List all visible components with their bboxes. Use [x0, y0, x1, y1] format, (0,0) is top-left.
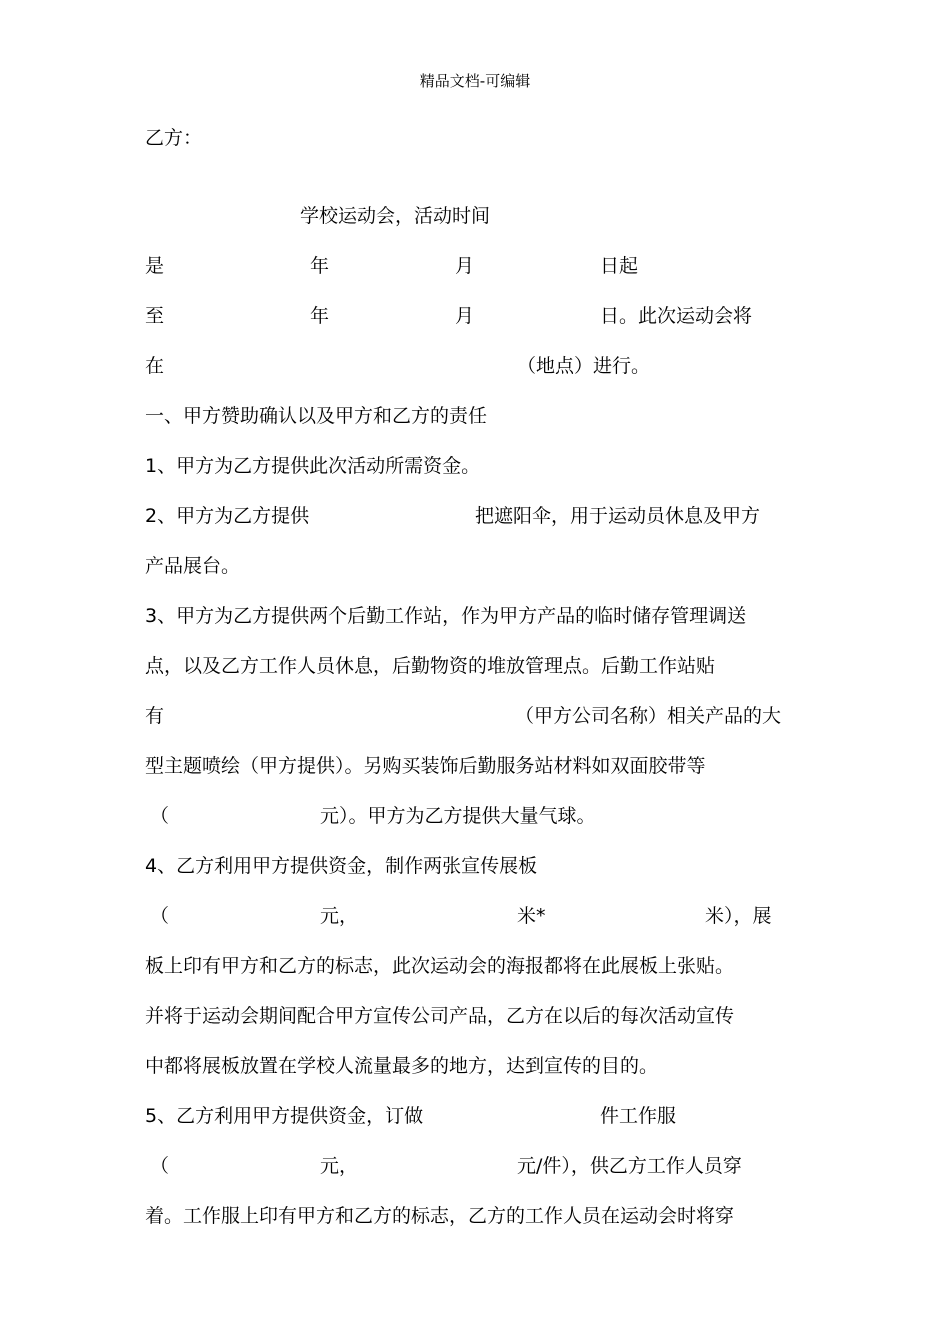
item5-l1b: 件工作服 [600, 1105, 677, 1127]
item3-l2: 点，以及乙方工作人员休息，后勤物资的堆放管理点。后勤工作站贴 [145, 655, 716, 677]
date-from-day: 日起 [600, 255, 639, 277]
item5-l1a: 5、乙方利用甲方提供资金，订做 [145, 1105, 424, 1127]
item5-l2b: 元， [320, 1155, 359, 1177]
item2-a: 2、甲方为乙方提供 [145, 505, 310, 527]
item5-l2c: 元/件），供乙方工作人员穿 [517, 1155, 742, 1177]
item3-l1: 3、甲方为乙方提供两个后勤工作站，作为甲方产品的临时储存管理调送 [145, 605, 747, 627]
item4-l2a: （ [150, 905, 170, 927]
item5-l2a: （ [150, 1155, 170, 1177]
item4-l5: 中都将展板放置在学校人流量最多的地方，达到宣传的目的。 [145, 1055, 659, 1077]
date-to-month: 月 [455, 305, 475, 327]
item5-l3: 着。工作服上印有甲方和乙方的标志，乙方的工作人员在运动会时将穿 [145, 1205, 735, 1227]
date-from-month: 月 [455, 255, 475, 277]
location-prefix: 在 [145, 355, 165, 377]
item4-l4: 并将于运动会期间配合甲方宣传公司产品，乙方在以后的每次活动宣传 [145, 1005, 735, 1027]
item3-l4: 型主题喷绘（甲方提供）。另购买装饰后勤服务站材料如双面胶带等 [145, 755, 706, 777]
date-to-start: 至 [145, 305, 165, 327]
item3-l5a: （ [150, 805, 170, 827]
section1-title: 一、甲方赞助确认以及甲方和乙方的责任 [145, 405, 488, 427]
item2-b: 把遮阳伞，用于运动员休息及甲方 [475, 505, 761, 527]
event-intro: 学校运动会，活动时间 [300, 205, 491, 227]
date-to-year: 年 [310, 305, 330, 327]
date-from-start: 是 [145, 255, 165, 277]
item4-l2b: 元， [320, 905, 359, 927]
item4-l3: 板上印有甲方和乙方的标志，此次运动会的海报都将在此展板上张贴。 [145, 955, 735, 977]
location-suffix: （地点）进行。 [517, 355, 651, 377]
party-b-label: 乙方： [145, 127, 203, 149]
item3-l5b: 元）。甲方为乙方提供大量气球。 [320, 805, 596, 827]
page-header: 精品文档-可编辑 [419, 72, 531, 90]
item2-c: 产品展台。 [145, 555, 241, 577]
item4-l2c: 米* [517, 905, 546, 927]
item4-l1: 4、乙方利用甲方提供资金，制作两张宣传展板 [145, 855, 538, 877]
item3-l3b: （甲方公司名称）相关产品的大 [515, 705, 782, 727]
item3-l3a: 有 [145, 705, 165, 727]
item1: 1、甲方为乙方提供此次活动所需资金。 [145, 455, 481, 477]
item4-l2d: 米），展 [705, 905, 772, 927]
date-to-day: 日。此次运动会将 [600, 305, 753, 327]
date-from-year: 年 [310, 255, 330, 277]
